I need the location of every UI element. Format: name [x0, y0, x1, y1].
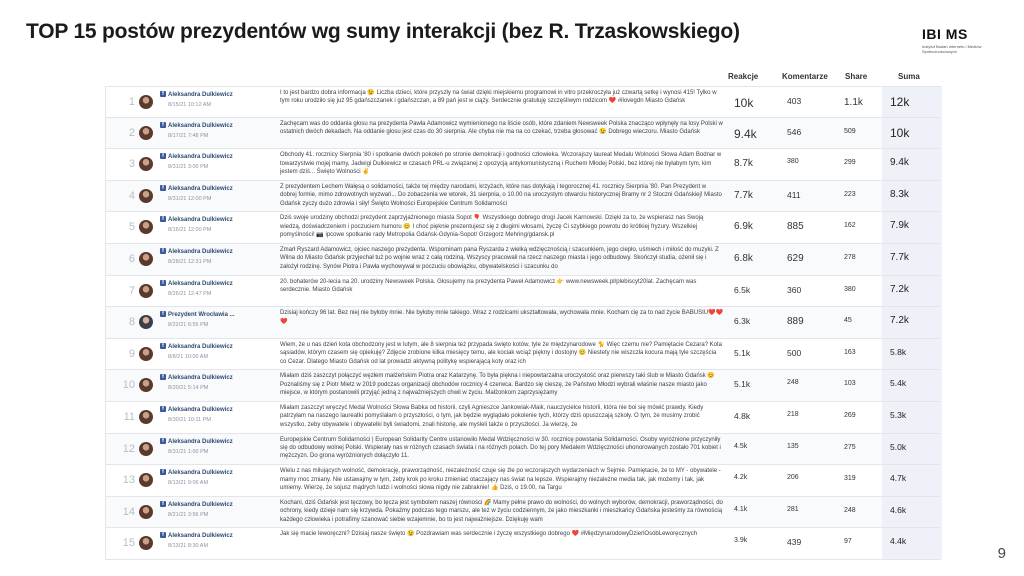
post-author [160, 501, 270, 518]
author-name[interactable] [160, 280, 270, 287]
post-date: 8/26/21 12:47 PM [168, 290, 212, 297]
author-name[interactable] [160, 91, 270, 98]
post-date: 8/31/21 12:00 PM [168, 195, 212, 202]
shares-value: 380 [844, 285, 856, 293]
facebook-icon: f [160, 438, 166, 444]
post-author [160, 343, 270, 360]
reactions-value: 7.7k [734, 189, 753, 201]
reactions-value: 10k [734, 96, 754, 110]
sum-value: 5.4k [890, 378, 907, 389]
metrics [728, 434, 942, 465]
metrics [728, 465, 942, 496]
shares-value: 248 [844, 506, 856, 514]
comments-value: 629 [787, 252, 804, 264]
author-name-text: Aleksandra Dulkiewicz [168, 122, 233, 129]
author-name[interactable] [160, 153, 270, 160]
facebook-icon: f [160, 122, 166, 128]
post-date: 8/15/21 10:12 AM [168, 102, 212, 108]
comments-value: 889 [787, 316, 804, 328]
post-date: 8/22/21 6:55 PM [168, 322, 209, 329]
facebook-icon: f [160, 343, 166, 349]
comments-value: 500 [787, 347, 802, 358]
metrics [728, 402, 942, 433]
rank-number: 11 [123, 410, 135, 423]
post-text[interactable]: Miałam zaszczyt wręczyć Medal Wolności Słowa Babka od historii, czyli Agnieszce Jankowiak-Maik, nauczycielce historii, która nie boi się mówić prawdy. Kiedy patrzyłam na naszego laureatki pomyślałam o przyszłości, o tym, jak będzie wyglądało pokolenie tych, którzy dziś opuszczają szkoły. O tym, że musimy zrobić wszystko, żeby obywatele i obywatelki byli świadomi, znali historię, ale myśleli także o przyszłości. Ja wierzę, że [280, 404, 704, 428]
reactions-value: 4.1k [734, 505, 748, 513]
rank-number: 1 [128, 96, 135, 108]
author-name[interactable] [160, 185, 270, 192]
post-author [160, 185, 270, 202]
rank-number: 7 [128, 284, 135, 297]
table-row[interactable] [105, 370, 941, 402]
post-text[interactable]: Dziś swoje urodziny obchodzi prezydent zaprzyjaźnionego miasta Sopot 🎈 Wszystkiego dobrego drogi Jacek Karnowski. Dzięki za to, że wspierasz nas Swoją wiedzą, doświadczeniem i poczuciem humoru 😊 I choć pięknie prezentujesz się z długimi włosami, życzę Ci szybkiego powrotu do krótkiej fryzury. Wszelkiej pomyślności! 📷 ipcowe spotkanie rady Metropolia Gdańsk-Gdynia-Sopot/ Grzegorz Mehring/gdansk.pl [280, 215, 704, 239]
post-text[interactable]: Kochani, dziś Gdańsk jest tęczowy, bo tęcza jest symbolem naszej równości 🌈 Mamy pełne prawo do wolności, do wolnych wyborów, demokracji, praworządności, do ochrony, kiedy dzieje nam się krzywda. Pokażmy podczas tego marszu, ale też w życiu codziennym, że jako mieszkanki i mieszkańcy Gdańska jesteśmy za równością każdego człowieka i potrafimy szanować siebie wzajemnie, bo to jest najważniejsze. Dziękuję wam [280, 499, 723, 523]
rank-number: 9 [128, 347, 135, 360]
rank-number: 6 [128, 252, 135, 265]
column-header-sum: Suma [898, 72, 920, 81]
sum-value: 9.4k [890, 157, 909, 169]
rank-number: 12 [122, 442, 135, 455]
facebook-icon: f [160, 248, 166, 254]
author-name-text: Aleksandra Dulkiewicz [168, 217, 233, 224]
comments-value: 411 [787, 189, 801, 200]
metrics [728, 244, 942, 275]
post-date: 8/8/21 10:00 AM [168, 353, 209, 360]
avatar [139, 189, 153, 203]
post-author [160, 216, 270, 233]
table-row[interactable] [105, 497, 941, 529]
shares-value: 103 [844, 380, 856, 388]
sum-cell [882, 244, 942, 275]
comments-value: 546 [787, 126, 802, 137]
facebook-icon: f [160, 406, 166, 412]
author-name-text: Prezydent Wrocławia ... [168, 312, 235, 319]
avatar [139, 378, 153, 392]
sum-value: 5.3k [890, 409, 907, 420]
post-author [160, 406, 270, 423]
table-row[interactable] [105, 181, 941, 213]
post-author [160, 311, 270, 328]
facebook-icon: f [160, 501, 166, 507]
table-row[interactable] [105, 244, 941, 276]
post-text[interactable]: Jak się macie leworęczni? Dzisiaj nasze święto 😉 Pozdrawiam was serdecznie i życzę wszystkiego dobrego ❤️ #MiędzynarodowyDzieńOsóbLeworęcznych [280, 531, 698, 538]
logo-subtitle: Instytut Badań Internetu i Mediów Społecznościowych [922, 44, 982, 54]
author-name[interactable] [160, 374, 270, 381]
author-name[interactable] [160, 532, 270, 539]
metrics [728, 87, 942, 117]
sum-value: 5.8k [890, 346, 907, 357]
post-text[interactable]: Zmarł Ryszard Adamowicz, ojciec naszego prezydenta. Wspominam pana Ryszarda z wielką wdzięcznością i szacunkiem, jego ciepło, uśmiech i miłość do muzyki. Z Wilna do Miasto Gdańsk przyjechał tuż po wojnie wraz z całą rodziną. Wszyscy pracowali na rzecz naszego miasta i jego odbudowy. Skończył studia, ożenił się i założył rodzinę. Synów Piotra i Pawła wychowywał w poczuciu obowiązku, obywatelskości i szacunku do [280, 246, 719, 270]
post-text[interactable]: I to jest bardzo dobra informacja 😉 Liczba dzieci, które przyszły na świat dzięki miejskiemu programowi in vitro przekroczyła już czwartą setkę i wynosi 415! Tylko w tym roku urodziło się już 95 gdańszczanek i gdańszczan, a 89 pań jest w ciąży. Serdecznie gratuluję szczęśliwym rodzicom ❤️ #ilovegdn Miasto Gdańsk [280, 90, 717, 105]
reactions-value: 6.3k [734, 316, 751, 327]
post-author [160, 91, 270, 108]
author-name[interactable] [160, 501, 270, 508]
post-author [160, 280, 270, 297]
avatar [139, 410, 153, 424]
table-row[interactable] [105, 276, 941, 308]
metrics [728, 528, 942, 559]
sum-cell [882, 370, 942, 401]
metrics [728, 307, 942, 338]
post-author [160, 532, 270, 549]
sum-value: 4.4k [890, 536, 907, 547]
sum-cell [882, 434, 942, 465]
metrics [728, 181, 942, 212]
post-date: 8/16/21 12:00 PM [168, 227, 212, 234]
facebook-icon: f [160, 532, 166, 538]
post-date: 8/31/21 1:00 PM [168, 448, 209, 455]
reactions-value: 8.7k [734, 158, 753, 170]
metrics [728, 276, 942, 307]
post-author [160, 469, 270, 486]
shares-value: 97 [844, 538, 852, 546]
shares-value: 299 [844, 159, 856, 167]
post-text[interactable]: Miałam dziś zaszczyt połączyć węzłem małżeńskim Piotra oraz Katarzynę. To była piękna i niepowtarzalna uroczystość oraz pierwszy taki ślub w Miasto Gdańsk 😊 Poznaliśmy się z Piotr Mietz w 2019 podczas organizacji obchodów rocznicy 4 czerwca. Bardzo się cieszę, że Państwo Młodzi wybrali właśnie nasze miasto jako miejsce, w którym postanowili przyjąć jedną z najważniejszych chwil w życiu. Małżonkom zaprzysiężamy [280, 373, 715, 397]
reactions-value: 4.2k [734, 474, 748, 482]
author-name-text: Aleksandra Dulkiewicz [168, 343, 233, 350]
table-row[interactable] [105, 212, 941, 244]
rank-number: 15 [122, 537, 135, 550]
sum-cell [882, 465, 942, 496]
column-header-reactions: Reakcje [728, 72, 759, 81]
shares-value: 278 [844, 253, 856, 261]
shares-value: 223 [844, 190, 856, 198]
author-name[interactable] [160, 122, 270, 129]
sum-cell [882, 402, 942, 433]
sum-cell [882, 212, 942, 243]
table-row[interactable] [105, 465, 941, 497]
post-date: 8/20/21 5:14 PM [168, 385, 209, 392]
rank-number: 4 [128, 189, 135, 202]
shares-value: 319 [844, 475, 856, 483]
ibims-logo [922, 26, 1002, 54]
shares-value: 269 [844, 411, 856, 419]
reactions-value: 6.5k [734, 284, 751, 295]
metrics [728, 339, 942, 370]
post-date: 8/31/21 3:00 PM [168, 164, 209, 171]
avatar [139, 126, 153, 140]
comments-value: 403 [787, 96, 802, 106]
reactions-value: 5.1k [734, 347, 751, 358]
author-name[interactable] [160, 311, 270, 318]
author-name-text: Aleksandra Dulkiewicz [168, 438, 233, 445]
sum-value: 4.7k [890, 473, 907, 484]
avatar [139, 220, 153, 234]
post-date: 8/30/21 10:11 PM [168, 416, 212, 423]
author-name-text: Aleksandra Dulkiewicz [168, 533, 233, 540]
author-name-text: Aleksandra Dulkiewicz [168, 501, 233, 508]
author-name-text: Aleksandra Dulkiewicz [168, 92, 233, 98]
post-author [160, 153, 270, 170]
author-name[interactable] [160, 248, 270, 255]
post-text[interactable]: Obchody 41. rocznicy Sierpnia '80 i spotkanie dwóch pokoleń po stronie demokracji i godności człowieka. Wczorajszy laureat Medalu Wolności Słowa Adam Bodnar w towarzystwie mojej mamy, Jadwigi Dulkiewicz w czasach PRL-u związanej z opozycją antykomunistyczną i Ruchem Młodej Polski, bez której nie byłabym tym, kim jestem dziś... Święto Wolności ✌️ [280, 152, 722, 175]
post-text[interactable]: Zachęcam was do oddania głosu na prezydenta Pawła Adamowicz wymienionego na liście osób, które zdaniem Newsweek Polska znacząco wpłynęły na losy Polski w ostatnich dwóch dekadach. Na oddanie głosu jest czas do 30 sierpnia. Ale chyba nie ma na co czekać, trzeba głosować 😉 Dobrego wieczoru. Miasto Gdańsk [280, 120, 723, 135]
top-posts-table [105, 86, 941, 560]
sum-value: 10k [890, 125, 910, 140]
comments-value: 248 [787, 379, 799, 387]
shares-value: 45 [844, 317, 852, 325]
page-title: TOP 15 postów prezydentów wg sumy interakcji (bez R. Trzaskowskiego) [26, 20, 740, 43]
reactions-value: 3.9k [734, 537, 748, 545]
sum-value: 5.0k [890, 441, 907, 452]
post-author [160, 374, 270, 391]
post-date: 8/13/21 9:06 AM [168, 480, 209, 487]
sum-cell [882, 307, 942, 338]
author-name[interactable] [160, 216, 270, 223]
avatar [139, 473, 153, 487]
author-name-text: Aleksandra Dulkiewicz [168, 406, 233, 413]
shares-value: 163 [844, 348, 856, 356]
post-text[interactable]: Wielu z nas milujących wolność, demokrację, praworządność, niezależność czuje się źle po wczorajszych wydarzeniach w Sejmie. Pamiętacie, że to MY - obywatele - mamy moc zmiany. Nie ustawajmy w tym, żeby krok po kroku zmieniać otaczający nas świat na lepsze. Wspierajmy niezależne media tak, jak możemy i tak, jak umiemy. Wierzę, że sojusz mądrych ludzi i wolności słowa nigdy nie zabraknie! 👍 Dziś, o 19.00, na Targu [280, 468, 721, 491]
avatar [139, 536, 153, 550]
sum-value: 12k [890, 95, 910, 109]
reactions-value: 5.1k [734, 379, 751, 390]
rank-number: 3 [128, 158, 135, 171]
sum-cell [882, 181, 942, 212]
post-date: 8/28/21 12:31 PM [168, 258, 212, 265]
table-row[interactable] [105, 339, 941, 371]
sum-cell [882, 339, 942, 370]
reactions-value: 6.9k [734, 221, 753, 233]
comments-value: 885 [787, 221, 804, 233]
avatar [139, 284, 153, 298]
author-name-text: Aleksandra Dulkiewicz [168, 375, 233, 382]
sum-cell [882, 118, 942, 149]
comments-value: 439 [787, 537, 802, 548]
table-row[interactable] [105, 149, 941, 181]
sum-value: 4.6k [890, 504, 907, 515]
shares-value: 275 [844, 443, 856, 451]
column-header-shares: Share [845, 72, 868, 81]
metrics [728, 370, 942, 401]
avatar [139, 505, 153, 519]
post-text[interactable]: 20. bohaterów 20-lecia na 20. urodziny Newsweek Polska. Głosujemy na prezydenta Paweł Adamowicz 👉 www.newsweek.pl/plebiscyt20lat. Zachęcam was serdecznie. Miasto Gdańsk [280, 278, 697, 293]
rank-number: 5 [128, 221, 135, 234]
facebook-icon: f [160, 280, 166, 286]
post-text[interactable]: Europejskie Centrum Solidarności | European Solidarity Centre ustanowiło Medal Wdzięczności w 30. rocznicę powstania Solidarności. Osoby wyróżnione przyczyniły się do odbudowy wolnej Polski. Wspierały nas w różnych czasach świata i na różnych polach. Do tej pory Medalem Wdzięczności uhonorowanych zostało 701 kobiet i mężczyzn. Do grona wyróżnionych dołączyło 11. [280, 436, 721, 460]
avatar [139, 157, 153, 171]
reactions-value: 4.8k [734, 410, 751, 421]
table-row[interactable] [105, 434, 941, 466]
author-name[interactable] [160, 469, 270, 476]
sum-cell [882, 276, 942, 307]
facebook-icon: f [160, 469, 166, 475]
post-date: 8/17/21 7:48 PM [168, 132, 209, 139]
avatar [139, 252, 153, 266]
avatar [139, 347, 153, 361]
sum-value: 7.2k [890, 283, 909, 295]
sum-cell [882, 149, 942, 180]
comments-value: 380 [787, 158, 799, 166]
sum-value: 7.9k [890, 220, 909, 232]
facebook-icon: f [160, 153, 166, 159]
reactions-value: 4.5k [734, 442, 748, 450]
reactions-value: 9.4k [734, 126, 757, 141]
facebook-icon: f [160, 91, 166, 97]
facebook-icon: f [160, 311, 166, 317]
post-date: 8/13/21 8:30 AM [168, 543, 209, 550]
author-name[interactable] [160, 343, 270, 350]
post-author [160, 122, 270, 139]
metrics [728, 149, 942, 180]
rank-number: 8 [128, 316, 135, 329]
metrics [728, 118, 942, 149]
metrics [728, 212, 942, 243]
sum-value: 7.7k [890, 251, 909, 263]
comments-value: 360 [787, 284, 802, 295]
post-text[interactable]: Z prezydentem Lechem Wałęsą o solidarności, także tej między narodami, krzyżach, które nas dotykają i tegorocznej 41. rocznicy Sierpnia '80. Pan Prezydent w dobrej formie, mimo zdrowotnych wyzwań... Do zobaczenia we wtorek, 31 sierpnia, o 10.00 na uroczystym otwarciu historycznej Bramy nr 2 Stoczni Gdańskiej! Miasto Gdańsk zyczy dużo zdrowia i siły! Święto Wolności Europejskie Centrum Solidarności [280, 183, 722, 207]
page-number: 9 [997, 545, 1006, 562]
post-date: 8/21/21 3:56 PM [168, 511, 209, 518]
table-row[interactable] [105, 528, 941, 560]
author-name-text: Aleksandra Dulkiewicz [168, 280, 233, 287]
author-name[interactable] [160, 406, 270, 413]
table-row[interactable] [105, 86, 941, 118]
column-header-comments: Komentarze [782, 72, 828, 81]
table-row[interactable] [105, 118, 941, 150]
avatar [139, 442, 153, 456]
facebook-icon: f [160, 216, 166, 222]
rank-number: 14 [122, 505, 135, 518]
author-name-text: Aleksandra Dulkiewicz [168, 154, 233, 161]
author-name-text: Aleksandra Dulkiewicz [168, 248, 233, 255]
comments-value: 206 [787, 474, 799, 482]
shares-value: 1.1k [844, 97, 863, 108]
post-text[interactable]: Dzisiaj kończy 96 lat. Bez niej nie byłoby mnie. Nie byłoby mnie takiego. Wraz z rodzicami ukształtowała, wychowała mnie. Kocham cię za to nad życie BABUSIU❤️❤️❤️ [280, 310, 724, 325]
shares-value: 162 [844, 222, 856, 230]
rank-number: 13 [122, 474, 135, 487]
author-name-text: Aleksandra Dulkiewicz [168, 470, 233, 477]
avatar [139, 95, 153, 109]
rank-number: 2 [128, 126, 135, 139]
comments-value: 281 [787, 505, 799, 513]
post-author [160, 248, 270, 265]
sum-value: 7.2k [890, 315, 909, 327]
logo-mark: IBI MS [922, 26, 968, 42]
facebook-icon: f [160, 374, 166, 380]
avatar [139, 315, 153, 329]
post-author [160, 438, 270, 455]
rank-number: 10 [122, 379, 135, 392]
sum-cell [882, 497, 942, 528]
sum-cell [882, 528, 942, 559]
sum-value: 8.3k [890, 188, 909, 200]
table-row[interactable] [105, 402, 941, 434]
reactions-value: 6.8k [734, 252, 753, 264]
comments-value: 135 [787, 442, 799, 450]
author-name-text: Aleksandra Dulkiewicz [168, 185, 233, 192]
facebook-icon: f [160, 185, 166, 191]
comments-value: 218 [787, 410, 799, 418]
metrics [728, 497, 942, 528]
shares-value: 509 [844, 127, 856, 135]
sum-cell [882, 87, 942, 117]
post-text[interactable]: Wiem, że u nas dzień kota obchodzony jest w lutym, ale 8 sierpnia też przypada święto kotów, tyle że międzynarodowe 🐈 Więc czemu nie? Pamiętacie Cezara? Kota sąsiadów, którym czasem się opiekuję? Zdjęcie zrobione kilka miesięcy temu, ale kociak wciąż piękny i dostojny 😊 Niestety nie wiszczła kocura mają tyle szczęścia co Cezar. Dlatego Miasto Gdańsk od lat prowadzi aktywną politykę wspierającą koty oraz ich [280, 341, 723, 365]
table-row[interactable] [105, 307, 941, 339]
author-name[interactable] [160, 438, 270, 445]
